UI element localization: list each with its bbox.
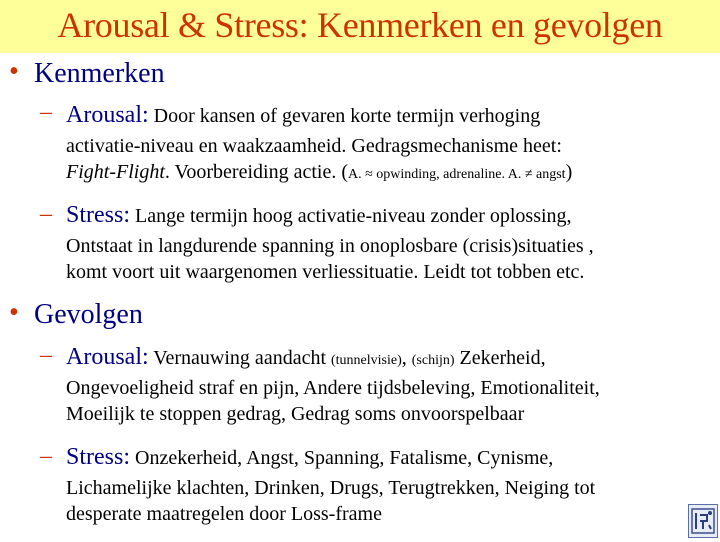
stress-kenmerken-line1: Stress: Lange termijn hoog activatie-niveau zonder oplossing,: [66, 202, 572, 228]
stress-gevolgen-line2: Lichamelijke klachten, Drinken, Drugs, Terugtrekken, Neiging tot: [66, 477, 596, 499]
bullet-gevolgen: •: [9, 297, 19, 328]
logo-graphic: [689, 505, 717, 537]
arousal-gevolgen-line3: Moeilijk te stoppen gedrag, Gedrag soms onvoorspelbaar: [66, 403, 525, 425]
heading-gevolgen: Gevolgen: [34, 299, 143, 330]
university-logo-icon: [688, 504, 718, 538]
arousal-gevolgen-line1: Arousal: Vernauwing aandacht (tunnelvisie), (schijn) Zekerheid,: [66, 344, 546, 370]
stress-kenmerken-label: Stress: [66, 202, 124, 228]
arousal-gevolgen-label: Arousal: [66, 344, 142, 370]
stress-kenmerken-line2: Ontstaat in langdurende spanning in onoplosbare (crisis)situaties ,: [66, 235, 594, 257]
arousal-kenmerken-line1: Arousal: Door kansen of gevaren korte termijn verhoging: [66, 102, 541, 128]
dash-arousal-kenmerken: –: [40, 99, 52, 125]
slide-title: Arousal & Stress: Kenmerken en gevolgen: [57, 5, 663, 45]
stress-gevolgen-label: Stress: [66, 444, 124, 470]
dash-stress-kenmerken: –: [40, 201, 52, 227]
bullet-kenmerken: •: [9, 56, 19, 87]
arousal-kenmerken-line2: activatie-niveau en waakzaamheid. Gedragsmechanisme heet:: [66, 135, 562, 157]
arousal-gevolgen-line2: Ongevoeligheid straf en pijn, Andere tijdsbeleving, Emotionaliteit,: [66, 377, 600, 399]
dash-stress-gevolgen: –: [40, 443, 52, 469]
arousal-kenmerken-line3: Fight-Flight. Voorbereiding actie. (A. ≈ opwinding, adrenaline. A. ≠ angst): [66, 161, 573, 183]
dash-arousal-gevolgen: –: [40, 342, 52, 368]
stress-kenmerken-line3: komt voort uit waargenomen verliessituatie. Leidt tot tobben etc.: [66, 261, 585, 283]
stress-gevolgen-line1: Stress: Onzekerheid, Angst, Spanning, Fatalisme, Cynisme,: [66, 444, 554, 470]
heading-kenmerken: Kenmerken: [34, 58, 165, 89]
stress-gevolgen-line3: desperate maatregelen door Loss-frame: [66, 503, 382, 525]
arousal-kenmerken-label: Arousal: [66, 102, 142, 128]
